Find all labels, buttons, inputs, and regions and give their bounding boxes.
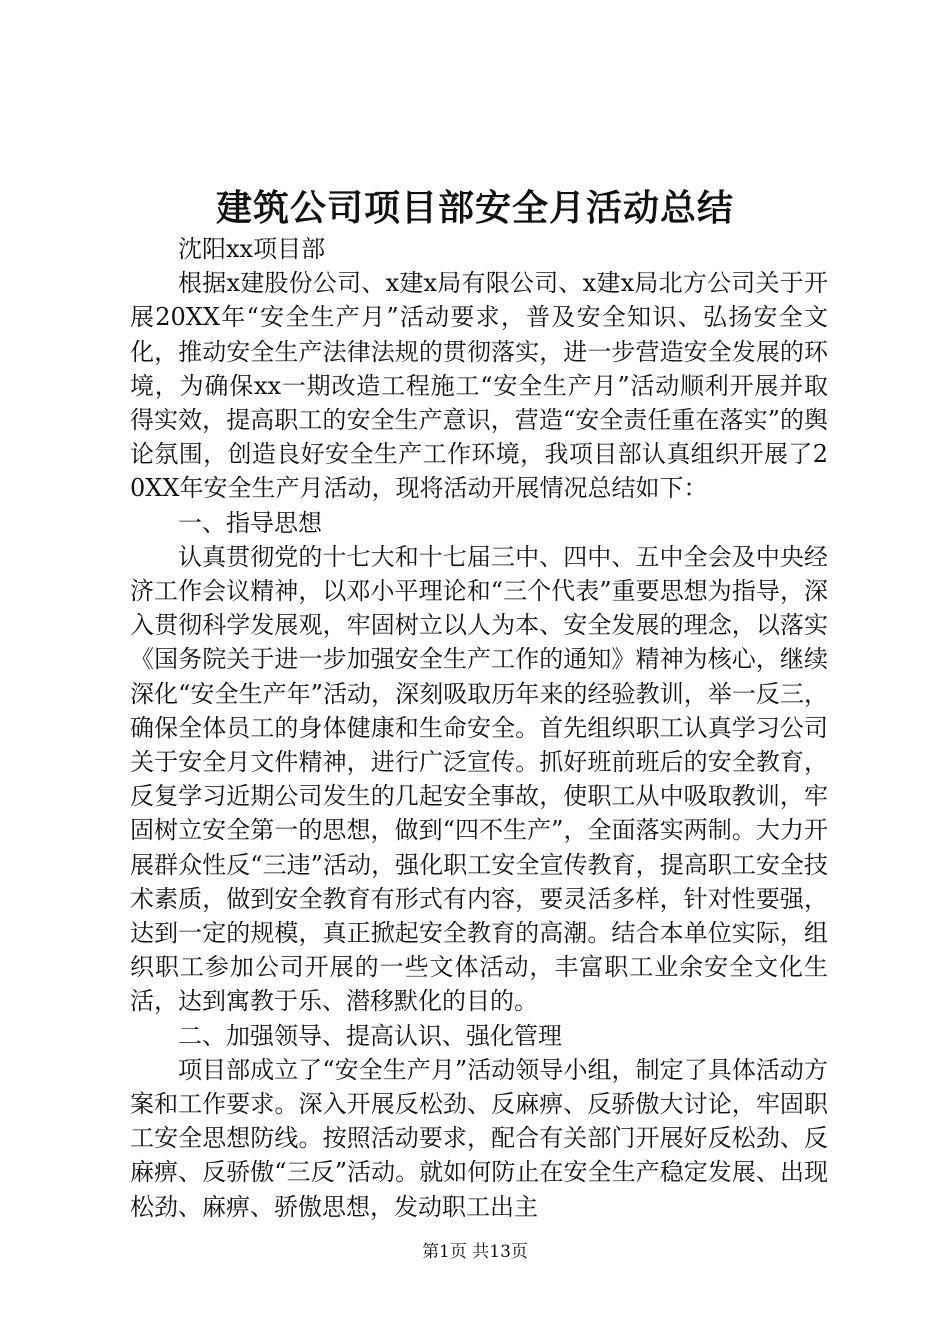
project-department-line: 沈阳xx项目部 <box>178 235 326 263</box>
section-heading-leadership: 二、加强领导、提高认识、强化管理 <box>178 1021 562 1050</box>
intro-paragraph: 根据x建股份公司、x建x局有限公司、x建x局北方公司关于开展20XX年“安全生产月”活动要求，普及安全知识、弘扬安全文化，推动安全生产法律法规的贯彻落实，进一步营造安全发展的环境，为确保xx一期改造工程施工“安全生产月”活动顺利开展并取得实效，提高职工的安全生产意识，营造“安全责任重在落实”的舆论氛围，创造良好安全生产工作环境，我项目部认真组织开展了20XX年安全生产月活动，现将活动开展情况总结如下： <box>130 269 828 503</box>
document-title: 建筑公司项目部安全月活动总结 <box>215 187 734 229</box>
section-heading-guiding-ideology: 一、指导思想 <box>178 508 322 537</box>
leadership-paragraph: 项目部成立了“安全生产月”活动领导小组，制定了具体活动方案和工作要求。深入开展反松劲、反麻痹、反骄傲大讨论，牢固职工安全思想防线。按照活动要求，配合有关部门开展好反松劲、反麻痹、反骄傲“三反”活动。就如何防止在安全生产稳定发展、出现松劲、麻痹、骄傲思想，发动职工出主 <box>130 1055 828 1221</box>
document-body <box>130 232 828 1224</box>
guiding-ideology-paragraph: 认真贯彻党的十七大和十七届三中、四中、五中全会及中央经济工作会议精神，以邓小平理论和“三个代表”重要思想为指导，深入贯彻科学发展观，牢固树立以人为本、安全发展的理念，以落实《国务院关于进一步加强安全生产工作的通知》精神为核心，继续深化“安全生产年”活动，深刻吸取历年来的经验教训，举一反三，确保全体员工的身体健康和生命安全。首先组织职工认真学习公司关于安全月文件精神，进行广泛宣传。抓好班前班后的安全教育，反复学习近期公司发生的几起安全事故，使职工从中吸取教训，牢固树立安全第一的思想，做到“四不生产”，全面落实两制。大力开展群众性反“三违”活动，强化职工安全宣传教育，提高职工安全技术素质，做到安全教育有形式有内容，要灵活多样，针对性要强，达到一定的规模，真正掀起安全教育的高潮。结合本单位实际，组织职工参加公司开展的一些文体活动，丰富职工业余安全文化生活，达到寓教于乐、潜移默化的目的。 <box>130 542 828 1016</box>
page-number-footer: 第1页 共13页 <box>422 1242 528 1262</box>
